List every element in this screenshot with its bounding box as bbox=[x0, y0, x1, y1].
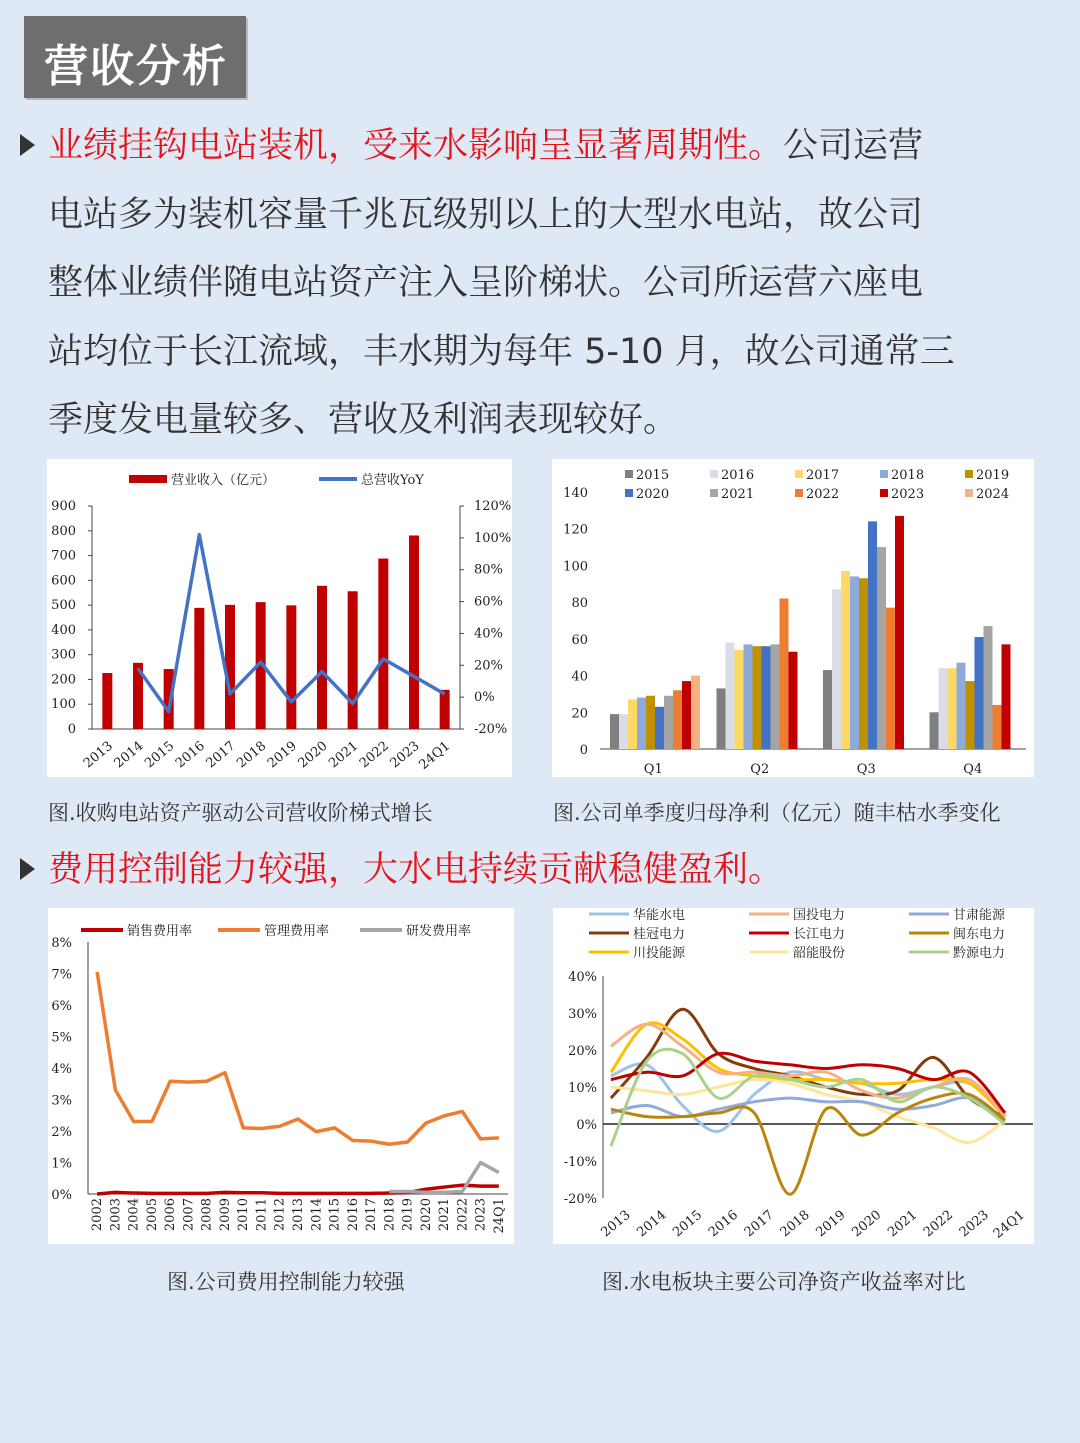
x-tick-label: 24Q1 bbox=[416, 738, 454, 773]
bar-2022-Q2 bbox=[780, 598, 789, 749]
x-tick-label: 2009 bbox=[217, 1198, 233, 1232]
x-tick-label: 2015 bbox=[142, 738, 178, 772]
line-管理费用率 bbox=[97, 972, 499, 1144]
section1-paragraph bbox=[48, 112, 1048, 455]
chart-expense-panel bbox=[48, 908, 514, 1244]
caption-quarterly-profit: 图.公司单季度归母净利（亿元）随丰枯水季变化 bbox=[553, 801, 1001, 825]
y-tick: 3% bbox=[51, 1093, 72, 1109]
y-tick-right: 120% bbox=[474, 499, 512, 514]
x-tick-label: 2011 bbox=[254, 1198, 270, 1232]
bar-2018-Q1 bbox=[637, 698, 646, 749]
bar-2016-Q2 bbox=[726, 643, 735, 749]
y-tick-right: 80% bbox=[474, 562, 503, 578]
bar-2019-Q1 bbox=[646, 696, 655, 749]
section1-line2: 电站多为装机容量千兆瓦级别以上的大型水电站，故公司 bbox=[48, 194, 924, 235]
x-tick-label: 2006 bbox=[163, 1198, 179, 1232]
legend-label-国投电力: 国投电力 bbox=[793, 908, 846, 923]
x-tick-label: Q4 bbox=[963, 762, 983, 777]
legend-label-桂冠电力: 桂冠电力 bbox=[633, 927, 686, 942]
x-tick-label: 24Q1 bbox=[990, 1207, 1028, 1242]
bar-2022-Q1 bbox=[673, 690, 682, 749]
y-tick: 2% bbox=[51, 1125, 72, 1140]
x-tick-label: 2003 bbox=[108, 1198, 124, 1232]
bar-2015-Q3 bbox=[823, 670, 832, 749]
x-tick-label: 2014 bbox=[111, 738, 147, 772]
bar-2021-Q3 bbox=[877, 547, 886, 749]
legend-swatch-2018 bbox=[880, 470, 888, 478]
y-tick-right: 60% bbox=[474, 594, 503, 610]
chart-revenue-panel bbox=[47, 459, 512, 777]
x-tick-label: 2018 bbox=[382, 1198, 398, 1232]
x-tick-label: 2020 bbox=[849, 1207, 885, 1241]
bar-2023-Q4 bbox=[1002, 644, 1011, 749]
y-tick-right: 20% bbox=[474, 658, 503, 674]
legend-label-闽东电力: 闽东电力 bbox=[953, 927, 1006, 942]
bar-revenue bbox=[378, 559, 388, 729]
bar-revenue bbox=[440, 690, 450, 729]
chart-roe-panel bbox=[553, 908, 1034, 1244]
y-tick: 0% bbox=[576, 1118, 597, 1133]
bar-revenue bbox=[348, 591, 358, 729]
x-tick-label: 2023 bbox=[387, 738, 423, 772]
x-tick-label: 2020 bbox=[418, 1198, 434, 1232]
y-tick-left: 700 bbox=[51, 548, 76, 564]
y-tick: 60 bbox=[571, 632, 588, 648]
x-tick-label: 2016 bbox=[172, 738, 208, 772]
bar-2016-Q1 bbox=[619, 714, 628, 749]
bullet-arrow-icon bbox=[20, 858, 35, 880]
legend-label-2015: 2015 bbox=[636, 468, 670, 483]
y-tick: 80 bbox=[571, 596, 588, 612]
section2-paragraph bbox=[48, 836, 1048, 905]
x-tick-label: 2020 bbox=[295, 738, 331, 772]
y-tick: 140 bbox=[563, 486, 588, 501]
x-tick-label: 2013 bbox=[291, 1198, 306, 1232]
y-tick: 1% bbox=[51, 1156, 72, 1172]
legend-label-甘肃能源: 甘肃能源 bbox=[953, 908, 1006, 923]
y-tick-left: 800 bbox=[51, 523, 76, 539]
chart-revenue bbox=[47, 459, 512, 777]
bar-2023-Q3 bbox=[895, 516, 904, 749]
x-tick-label: 2015 bbox=[670, 1207, 706, 1241]
y-tick: 100 bbox=[563, 559, 588, 575]
x-tick-label: Q2 bbox=[750, 762, 770, 777]
legend-swatch-2016 bbox=[710, 470, 718, 478]
x-tick-label: 2010 bbox=[236, 1198, 252, 1232]
legend-label-华能水电: 华能水电 bbox=[633, 908, 686, 923]
bar-2024-Q1 bbox=[691, 676, 700, 749]
section1-line5: 季度发电量较多、营收及利润表现较好。 bbox=[48, 400, 679, 440]
y-tick: 40 bbox=[571, 669, 588, 685]
bar-2015-Q4 bbox=[930, 712, 939, 749]
legend-label-2017: 2017 bbox=[806, 468, 840, 483]
legend-label-2020: 2020 bbox=[636, 487, 670, 502]
bar-revenue bbox=[409, 535, 419, 729]
legend-label-2021: 2021 bbox=[721, 487, 755, 502]
legend-label-2022: 2022 bbox=[806, 487, 840, 502]
legend-swatch-2015 bbox=[625, 470, 633, 478]
bar-2016-Q4 bbox=[939, 668, 948, 749]
legend-swatch-2020 bbox=[625, 489, 633, 497]
x-tick-label: 2002 bbox=[90, 1198, 106, 1232]
caption-revenue: 图.收购电站资产驱动公司营收阶梯式增长 bbox=[48, 801, 433, 825]
bar-2022-Q3 bbox=[886, 608, 895, 749]
y-tick: 40% bbox=[568, 970, 597, 985]
bar-2016-Q3 bbox=[832, 589, 841, 749]
x-tick-label: Q1 bbox=[643, 762, 663, 777]
bar-2020-Q3 bbox=[868, 521, 877, 749]
legend-label-2024: 2024 bbox=[976, 487, 1010, 502]
x-tick-label: 2019 bbox=[400, 1198, 416, 1232]
x-tick-label: 2013 bbox=[598, 1207, 634, 1241]
y-tick: 5% bbox=[51, 1030, 72, 1046]
legend-swatch-2024 bbox=[965, 489, 973, 497]
bar-revenue bbox=[317, 586, 327, 729]
bar-2017-Q4 bbox=[948, 668, 957, 749]
x-tick-label: 2012 bbox=[272, 1198, 288, 1232]
caption-roe: 图.水电板块主要公司净资产收益率对比 bbox=[602, 1270, 966, 1294]
page-title: 营收分析 bbox=[44, 41, 228, 92]
bar-2019-Q2 bbox=[753, 646, 762, 749]
y-tick-left: 200 bbox=[51, 672, 76, 688]
x-tick-label: 2021 bbox=[326, 738, 362, 772]
legend-label-0: 销售费用率 bbox=[127, 924, 193, 939]
section1-line1: 公司运营 bbox=[783, 126, 924, 166]
x-tick-label: 2022 bbox=[356, 738, 392, 772]
bar-2015-Q2 bbox=[717, 688, 726, 749]
y-tick: -10% bbox=[563, 1155, 597, 1170]
bar-2021-Q2 bbox=[771, 644, 780, 749]
chart-quarterly-profit-panel bbox=[552, 459, 1034, 777]
y-tick: 20% bbox=[568, 1044, 597, 1059]
x-tick-label: 2019 bbox=[264, 738, 300, 772]
x-tick-label: 2023 bbox=[473, 1198, 489, 1232]
legend-swatch-2021 bbox=[710, 489, 718, 497]
legend-label-川投能源: 川投能源 bbox=[633, 946, 686, 961]
bar-revenue bbox=[194, 608, 204, 729]
bar-2017-Q1 bbox=[628, 699, 637, 749]
x-tick-label: 2005 bbox=[144, 1198, 160, 1232]
title-box bbox=[24, 16, 246, 98]
legend-label-1: 管理费用率 bbox=[264, 924, 330, 939]
y-tick-left: 400 bbox=[51, 622, 76, 638]
y-tick-left: 600 bbox=[51, 573, 76, 589]
chart-roe bbox=[553, 908, 1034, 1244]
bar-2018-Q4 bbox=[957, 663, 966, 749]
y-tick: 120 bbox=[563, 522, 588, 538]
legend-label-2016: 2016 bbox=[721, 468, 755, 483]
bullet-arrow-icon bbox=[20, 134, 35, 156]
bar-2017-Q3 bbox=[841, 571, 850, 749]
x-tick-label: 2018 bbox=[777, 1207, 813, 1241]
bar-2019-Q4 bbox=[966, 681, 975, 749]
bar-2019-Q3 bbox=[859, 578, 868, 749]
x-tick-label: 2014 bbox=[309, 1198, 325, 1232]
x-tick-label: 2013 bbox=[80, 738, 116, 772]
bar-2021-Q4 bbox=[984, 626, 993, 749]
y-tick: 30% bbox=[568, 1007, 597, 1022]
y-tick: -20% bbox=[563, 1192, 597, 1207]
bar-2020-Q1 bbox=[655, 707, 664, 749]
y-tick-right: 0% bbox=[474, 690, 495, 706]
x-tick-label: 2016 bbox=[345, 1198, 361, 1232]
x-tick-label: 2017 bbox=[364, 1198, 380, 1232]
line-闽东电力 bbox=[611, 1093, 1005, 1194]
y-tick: 7% bbox=[51, 967, 72, 983]
caption-expense: 图.公司费用控制能力较强 bbox=[167, 1270, 405, 1294]
bar-2021-Q1 bbox=[664, 696, 673, 749]
x-tick-label: 2017 bbox=[741, 1207, 777, 1241]
y-tick-left: 500 bbox=[51, 598, 76, 614]
y-tick: 10% bbox=[568, 1081, 597, 1096]
x-tick-label: 2021 bbox=[885, 1207, 921, 1241]
x-tick-label: 2022 bbox=[920, 1207, 956, 1241]
x-tick-label: Q3 bbox=[856, 762, 876, 777]
bar-2020-Q2 bbox=[762, 646, 771, 749]
y-tick-right: 100% bbox=[474, 530, 512, 546]
y-tick-left: 100 bbox=[51, 697, 76, 713]
x-tick-label: 2022 bbox=[455, 1198, 471, 1232]
legend-label-黔源电力: 黔源电力 bbox=[953, 946, 1006, 961]
bar-2017-Q2 bbox=[735, 650, 744, 749]
legend-label-2: 研发费用率 bbox=[406, 924, 472, 939]
y-tick-left: 300 bbox=[51, 647, 76, 663]
y-tick-right: 40% bbox=[474, 626, 503, 642]
bar-revenue bbox=[286, 605, 296, 729]
y-tick: 8% bbox=[51, 936, 72, 951]
bar-2022-Q4 bbox=[993, 705, 1002, 749]
x-tick-label: 2004 bbox=[126, 1198, 142, 1232]
x-tick-label: 2015 bbox=[327, 1198, 343, 1232]
chart-quarterly-profit bbox=[552, 459, 1034, 777]
chart-expense-ratio bbox=[48, 908, 514, 1244]
x-tick-label: 2016 bbox=[705, 1207, 741, 1241]
bar-2023-Q1 bbox=[682, 681, 691, 749]
x-tick-label: 24Q1 bbox=[491, 1198, 507, 1234]
legend-swatch-2023 bbox=[880, 489, 888, 497]
y-tick: 0 bbox=[579, 743, 588, 758]
x-tick-label: 2014 bbox=[634, 1207, 670, 1241]
y-tick-left: 900 bbox=[51, 499, 76, 514]
legend-swatch-2017 bbox=[795, 470, 803, 478]
y-tick: 20 bbox=[571, 706, 588, 722]
x-tick-label: 2017 bbox=[203, 738, 239, 772]
y-tick: 0% bbox=[51, 1188, 72, 1203]
legend-label-revenue: 营业收入（亿元） bbox=[171, 473, 276, 488]
x-tick-label: 2021 bbox=[437, 1198, 453, 1232]
section1-line4: 站均位于长江流域，丰水期为每年 5-10 月，故公司通常三 bbox=[48, 331, 955, 372]
x-tick-label: 2023 bbox=[956, 1207, 992, 1241]
bar-2020-Q4 bbox=[975, 637, 984, 749]
legend-swatch-revenue bbox=[129, 475, 167, 483]
y-tick-right: -20% bbox=[474, 722, 508, 737]
bar-revenue bbox=[102, 673, 112, 729]
section1-line3: 整体业绩伴随电站资产注入呈阶梯状。公司所运营六座电 bbox=[48, 263, 924, 303]
x-tick-label: 2008 bbox=[199, 1198, 215, 1232]
bar-2018-Q3 bbox=[850, 576, 859, 749]
legend-swatch-2019 bbox=[965, 470, 973, 478]
legend-label-2019: 2019 bbox=[976, 468, 1010, 483]
line-黔源电力 bbox=[611, 1049, 1005, 1146]
y-tick: 6% bbox=[51, 999, 72, 1014]
legend-swatch-yoy bbox=[319, 477, 357, 481]
bar-2018-Q2 bbox=[744, 644, 753, 749]
section1-headline: 业绩挂钩电站装机，受来水影响呈显著周期性。 bbox=[48, 126, 784, 166]
legend-label-yoy: 总营收YoY bbox=[361, 473, 424, 488]
bar-2015-Q1 bbox=[610, 714, 619, 749]
x-tick-label: 2018 bbox=[234, 738, 270, 772]
legend-label-2023: 2023 bbox=[891, 487, 925, 502]
legend-label-2018: 2018 bbox=[891, 468, 925, 483]
y-tick-left: 0 bbox=[67, 722, 76, 737]
x-tick-label: 2007 bbox=[181, 1198, 197, 1232]
y-tick: 4% bbox=[51, 1062, 72, 1077]
x-tick-label: 2019 bbox=[813, 1207, 849, 1241]
bar-2023-Q2 bbox=[789, 652, 798, 749]
legend-label-长江电力: 长江电力 bbox=[793, 927, 846, 942]
section2-headline: 费用控制能力较强，大水电持续贡献稳健盈利。 bbox=[48, 850, 784, 890]
legend-label-韶能股份: 韶能股份 bbox=[793, 946, 846, 961]
legend-swatch-2022 bbox=[795, 489, 803, 497]
